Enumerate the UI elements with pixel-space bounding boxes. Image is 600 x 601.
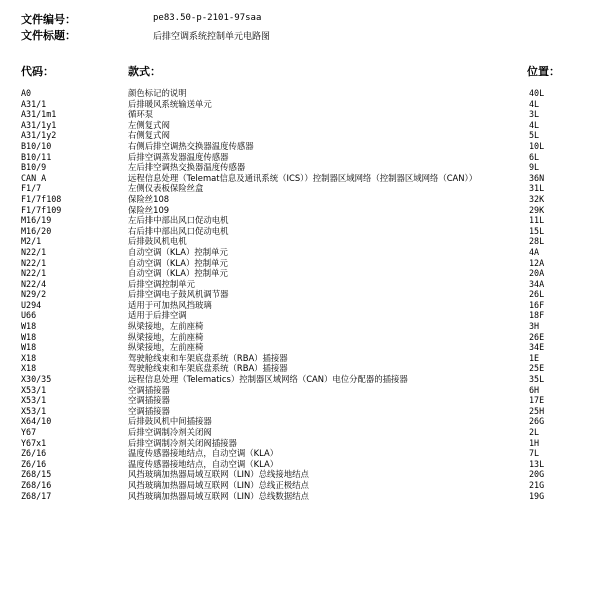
row-description: 后排鼓风机中间插接器 (128, 416, 212, 427)
row-description: 空调插接器 (128, 395, 170, 406)
table-row (0, 152, 600, 163)
row-position: 4A (529, 246, 540, 257)
row-description: 后排空调电子鼓风机调节器 (128, 289, 229, 300)
doc-no-label: 文件编号： (21, 13, 76, 26)
row-position: 26G (529, 416, 545, 427)
row-position: 6L (529, 151, 540, 162)
table-row (0, 279, 600, 290)
row-code: F1/7f109 (21, 204, 62, 215)
row-description: 风挡玻璃加热器局域互联网（LIN）总线接地结点 (128, 469, 309, 480)
row-code: X53/1 (21, 384, 47, 395)
row-description: 远程信息处理（Telemat信息及通讯系统（ICS））控制器区域网络（控制器区域网络（CAN）） (128, 172, 478, 183)
row-description: 后排空调蒸发器温度传感器 (128, 151, 229, 162)
row-position: 31L (529, 183, 545, 194)
table-row (0, 374, 600, 385)
row-position: 10L (529, 140, 545, 151)
table-row (0, 99, 600, 110)
row-code: Z6/16 (21, 448, 47, 459)
row-position: 9L (529, 162, 540, 173)
table-row (0, 162, 600, 173)
row-code: A31/1y1 (21, 119, 57, 130)
table-row (0, 416, 600, 427)
table-row (0, 289, 600, 300)
row-code: B10/10 (21, 140, 52, 151)
row-code: A0 (21, 88, 32, 98)
row-code: W18 (21, 321, 37, 332)
row-position: 4L (529, 119, 540, 130)
table-row (0, 141, 600, 152)
row-position: 2L (529, 427, 540, 437)
row-position: 5L (529, 130, 540, 141)
row-description: 自动空调（KLA）控制单元 (128, 246, 228, 257)
table-row (0, 173, 600, 184)
row-code: X18 (21, 363, 37, 374)
table-row (0, 226, 600, 237)
legend-table (0, 88, 600, 501)
row-description: 后排鼓风机电机 (128, 236, 187, 247)
row-description: 循环泵 (128, 109, 154, 120)
row-code: N22/4 (21, 278, 47, 289)
row-description: 风挡玻璃加热器局域互联网（LIN）总线数据结点 (128, 490, 309, 501)
row-position: 34A (529, 278, 545, 289)
column-header-desc: 款式： (128, 65, 161, 78)
row-position: 26L (529, 289, 545, 300)
row-description: 自动空调（KLA）控制单元 (128, 257, 228, 268)
row-position: 1H (529, 437, 540, 448)
table-row (0, 363, 600, 374)
row-position: 26E (529, 331, 545, 342)
row-code: M2/1 (21, 236, 42, 247)
table-row (0, 427, 600, 438)
row-code: B10/11 (21, 151, 52, 162)
row-code: Z68/17 (21, 490, 52, 501)
table-row (0, 183, 600, 194)
row-position: 28L (529, 236, 545, 247)
row-code: Y67x1 (21, 437, 47, 448)
row-description: 右侧后排空调热交换器温度传感器 (128, 140, 254, 151)
table-row (0, 258, 600, 269)
row-description: 纵梁接地，左前座椅 (128, 321, 204, 332)
table-row (0, 310, 600, 321)
row-code: Y67 (21, 427, 37, 437)
row-description: 左侧仪表板保险丝盒 (128, 183, 204, 194)
table-row (0, 353, 600, 364)
row-code: W18 (21, 342, 37, 353)
row-description: 纵梁接地，左前座椅 (128, 342, 204, 353)
row-description: 后排空调制冷剂关闭阀 (128, 427, 212, 437)
row-code: U66 (21, 310, 37, 321)
row-description: 保险丝109 (128, 204, 170, 215)
row-description: 左后排中部出风口促动电机 (128, 215, 229, 226)
row-description: 后排暖风系统输送单元 (128, 98, 212, 109)
row-code: N29/2 (21, 289, 47, 300)
table-row (0, 130, 600, 141)
row-code: X53/1 (21, 405, 47, 416)
table-row (0, 406, 600, 417)
doc-title-label: 文件标题： (21, 29, 76, 42)
row-position: 7L (529, 448, 540, 459)
row-position: 18F (529, 310, 545, 321)
table-row (0, 332, 600, 343)
row-description: 风挡玻璃加热器局域互联网（LIN）总线正极结点 (128, 479, 309, 490)
table-row (0, 247, 600, 258)
row-description: 适用于可加热风挡玻璃 (128, 299, 212, 310)
row-position: 25E (529, 363, 545, 374)
row-description: 右后排中部出风口促动电机 (128, 225, 229, 236)
row-code: W18 (21, 331, 37, 342)
row-description: 自动空调（KLA）控制单元 (128, 268, 228, 279)
table-row (0, 395, 600, 406)
doc-title-value: 后排空调系统控制单元电路图 (153, 32, 271, 42)
row-description: 纵梁接地，左前座椅 (128, 331, 204, 342)
row-position: 36N (529, 172, 545, 183)
table-row (0, 491, 600, 502)
row-code: U294 (21, 299, 42, 310)
table-row (0, 215, 600, 226)
row-code: CAN A (21, 172, 47, 183)
row-description: 驾驶舱线束和车架底盘系统（RBA）插接器 (128, 352, 288, 363)
row-position: 19G (529, 490, 545, 501)
table-row (0, 300, 600, 311)
row-code: N22/1 (21, 246, 47, 257)
table-row (0, 469, 600, 480)
table-row (0, 120, 600, 131)
row-position: 29K (529, 204, 545, 215)
row-code: X30/35 (21, 374, 52, 385)
row-position: 1E (529, 352, 540, 363)
row-code: X18 (21, 352, 37, 363)
row-description: 后排空调控制单元 (128, 278, 195, 289)
column-header-code: 代码： (21, 65, 54, 78)
table-row (0, 480, 600, 491)
table-row (0, 236, 600, 247)
row-description: 温度传感器接地结点，自动空调（KLA） (128, 448, 279, 459)
row-code: A31/1m1 (21, 109, 57, 120)
doc-no-value: pe83.50-p-2101-97saa (153, 13, 262, 23)
table-row (0, 448, 600, 459)
row-position: 6H (529, 384, 540, 395)
table-row (0, 438, 600, 449)
table-row (0, 88, 600, 99)
row-code: F1/7 (21, 183, 42, 194)
table-row (0, 321, 600, 332)
row-position: 35L (529, 374, 545, 385)
row-code: F1/7f108 (21, 193, 62, 204)
row-code: Z6/16 (21, 458, 47, 469)
row-description: 温度传感器接地结点，自动空调（KLA） (128, 458, 279, 469)
row-position: 15L (529, 225, 545, 236)
row-description: 左后排空调热交换器温度传感器 (128, 162, 246, 173)
row-position: 13L (529, 458, 545, 469)
row-position: 4L (529, 98, 540, 109)
row-code: A31/1y2 (21, 130, 57, 141)
row-code: Z68/15 (21, 469, 52, 480)
row-position: 20A (529, 268, 545, 279)
row-description: 左侧复式阀 (128, 119, 170, 130)
row-code: X53/1 (21, 395, 47, 406)
table-row (0, 194, 600, 205)
row-description: 颜色标记的说明 (128, 88, 187, 98)
row-code: M16/20 (21, 225, 52, 236)
table-row (0, 109, 600, 120)
row-code: N22/1 (21, 268, 47, 279)
row-position: 3L (529, 109, 540, 120)
table-row (0, 205, 600, 216)
table-row (0, 385, 600, 396)
row-position: 34E (529, 342, 545, 353)
column-header-pos: 位置： (527, 65, 560, 78)
row-code: N22/1 (21, 257, 47, 268)
row-description: 保险丝108 (128, 193, 170, 204)
row-position: 16F (529, 299, 545, 310)
row-code: Z68/16 (21, 479, 52, 490)
row-description: 空调插接器 (128, 384, 170, 395)
row-position: 20G (529, 469, 545, 480)
row-position: 40L (529, 88, 545, 98)
row-position: 11L (529, 215, 545, 226)
row-description: 驾驶舱线束和车架底盘系统（RBA）插接器 (128, 363, 288, 374)
row-description: 右侧复式阀 (128, 130, 170, 141)
row-description: 适用于后排空调 (128, 310, 187, 321)
row-position: 32K (529, 193, 545, 204)
row-description: 后排空调制冷剂关闭阀插接器 (128, 437, 237, 448)
row-code: A31/1 (21, 98, 47, 109)
row-code: B10/9 (21, 162, 47, 173)
row-position: 12A (529, 257, 545, 268)
row-position: 25H (529, 405, 545, 416)
row-position: 3H (529, 321, 540, 332)
row-description: 空调插接器 (128, 405, 170, 416)
row-code: X64/10 (21, 416, 52, 427)
table-row (0, 342, 600, 353)
row-position: 17E (529, 395, 545, 406)
row-code: M16/19 (21, 215, 52, 226)
row-description: 远程信息处理（Telematics）控制器区域网络（CAN）电位分配器的插接器 (128, 374, 408, 385)
table-row (0, 268, 600, 279)
row-position: 21G (529, 479, 545, 490)
table-row (0, 459, 600, 470)
